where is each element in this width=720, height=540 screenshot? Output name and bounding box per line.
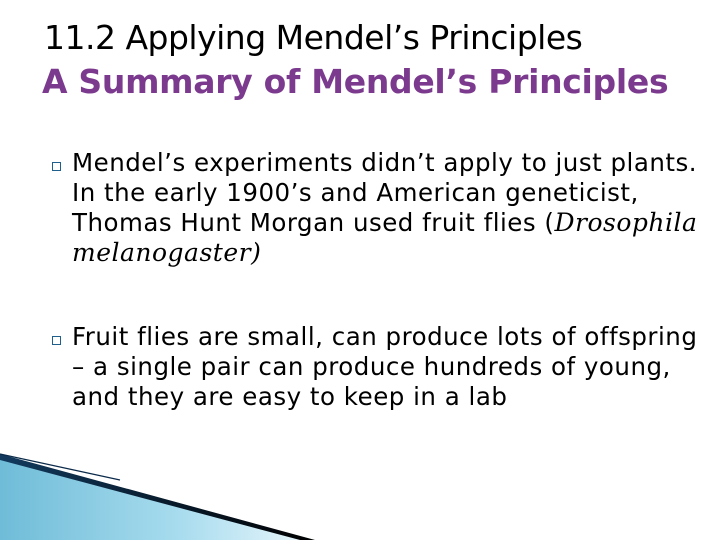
paragraph-morgan (72, 148, 712, 268)
slide-title: 11.2 Applying Mendel’s Principles (44, 18, 583, 57)
paragraph-fruit-flies: Fruit flies are small, can produce lots of offspring – a single pair can produce hundreds of young, and they are easy to keep in a lab (72, 322, 698, 411)
corner-swoosh-decoration (0, 440, 320, 540)
paragraph-morgan-text: Mendel’s experiments didn’t apply to just plants. In the early 1900’s and American geneticist, Thomas Hunt Morgan used fruit flies ( (72, 148, 698, 237)
bullet-icon (52, 162, 61, 171)
bullet-icon (52, 336, 61, 345)
species-name: Drosophila melanogaster) (72, 208, 698, 267)
slide-subtitle: A Summary of Mendel’s Principles (42, 62, 669, 101)
